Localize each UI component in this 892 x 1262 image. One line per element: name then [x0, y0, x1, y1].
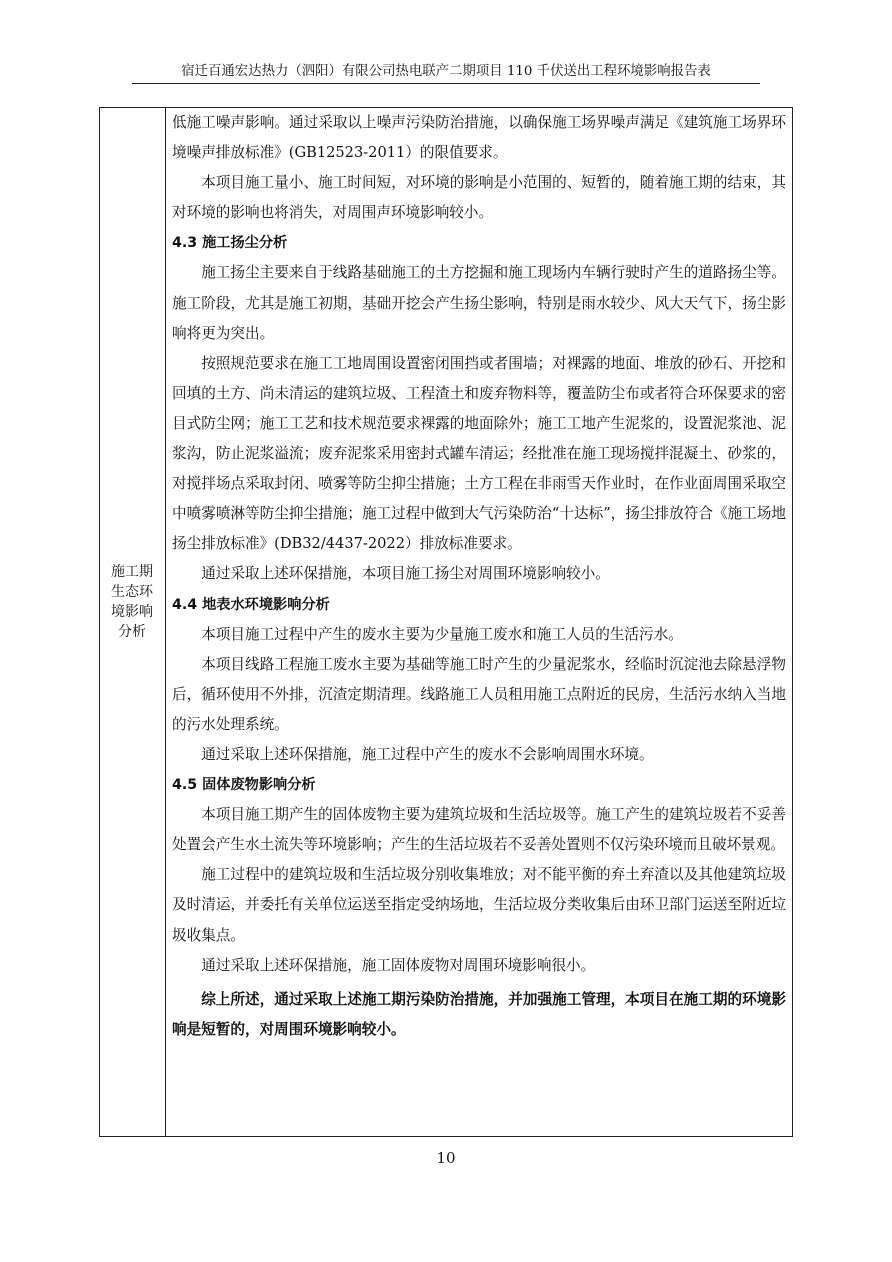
row-label-line: 分析	[118, 624, 146, 640]
summary-paragraph: 综上所述，通过采取上述施工期污染防治措施，并加强施工管理，本项目在施工期的环境影响是短暂的，对周围环境影响较小。	[172, 990, 786, 1038]
paragraph: 本项目施工期产生的固体废物主要为建筑垃圾和生活垃圾等。施工产生的建筑垃圾若不妥善处置会产生水土流失等环境影响；产生的生活垃圾若不妥善处置则不仅污染环境而且破坏景观。	[172, 806, 786, 854]
row-label-line: 生态环	[111, 584, 153, 600]
section-heading: 4.5 固体废物影响分析	[172, 777, 316, 794]
paragraph: 通过采取上述环保措施，施工过程中产生的废水不会影响周围水环境。	[201, 745, 654, 763]
paragraph: 施工扬尘主要来自于线路基础施工的土方挖掘和施工现场内车辆行驶时产生的道路扬尘等。施工阶段，尤其是施工初期，基础开挖会产生扬尘影响，特别是雨水较少、风大天气下，扬尘影响将更为突出。	[172, 264, 786, 342]
column-divider	[165, 107, 166, 1137]
section-heading: 4.4 地表水环境影响分析	[172, 596, 330, 613]
row-label-line: 施工期	[111, 564, 153, 580]
paragraph: 本项目施工量小、施工时间短，对环境的影响是小范围的、短暂的，随着施工期的结束，其对环境的影响也将消失，对周围声环境影响较小。	[172, 174, 786, 222]
section-heading: 4.3 施工扬尘分析	[172, 235, 288, 252]
paragraph: 施工过程中的建筑垃圾和生活垃圾分别收集堆放；对不能平衡的弃土弃渣以及其他建筑垃圾及时清运，并委托有关单位运送至指定受纳场地，生活垃圾分类收集后由环卫部门运送至附近垃圾收集点。	[172, 866, 786, 944]
paragraph: 按照规范要求在施工工地周围设置密闭围挡或者围墙；对裸露的地面、堆放的砂石、开挖和回填的土方、尚未清运的建筑垃圾、工程渣土和废弃物料等，覆盖防尘布或者符合环保要求的密目式防尘网；施工工艺和技术规范要求裸露的地面除外；施工工地产生泥浆的，设置泥浆池、泥浆沟，防止泥浆溢流；废弃泥浆采用密封式罐车清运；经批准在施工现场搅拌混凝土、砂浆的，对搅拌场点采取封闭、喷雾等防尘抑尘措施；土方工程在非雨雪天作业时，在作业面周围采取空中喷雾喷淋等防尘抑尘措施；施工过程中做到大气污染防治“十达标”，扬尘排放符合《施工场地扬尘排放标准》(DB32/4437-2022）排放标准要求。	[172, 354, 786, 553]
header-rule	[132, 83, 760, 84]
paragraph: 低施工噪声影响。通过采取以上噪声污染防治措施，以确保施工场界噪声满足《建筑施工场界环境噪声排放标准》(GB12523-2011）的限值要求。	[172, 114, 786, 162]
paragraph: 通过采取上述环保措施，本项目施工扬尘对周围环境影响较小。	[201, 565, 610, 583]
row-label-line: 境影响	[111, 604, 153, 620]
content-cell	[172, 108, 786, 1045]
row-label	[99, 562, 165, 642]
paragraph: 本项目线路工程施工废水主要为基础等施工时产生的少量泥浆水，经临时沉淀池去除悬浮物后，循环使用不外排，沉渣定期清理。线路施工人员租用施工点附近的民房，生活污水纳入当地的污水处理系统。	[172, 655, 786, 733]
paragraph: 本项目施工过程中产生的废水主要为少量施工废水和施工人员的生活污水。	[201, 625, 683, 643]
paragraph: 通过采取上述环保措施，施工固体废物对周围环境影响很小。	[201, 956, 596, 974]
document-header: 宿迁百通宏达热力（泗阳）有限公司热电联产二期项目 110 千伏送出工程环境影响报告表	[181, 64, 711, 79]
page-number: 10	[436, 1149, 456, 1167]
